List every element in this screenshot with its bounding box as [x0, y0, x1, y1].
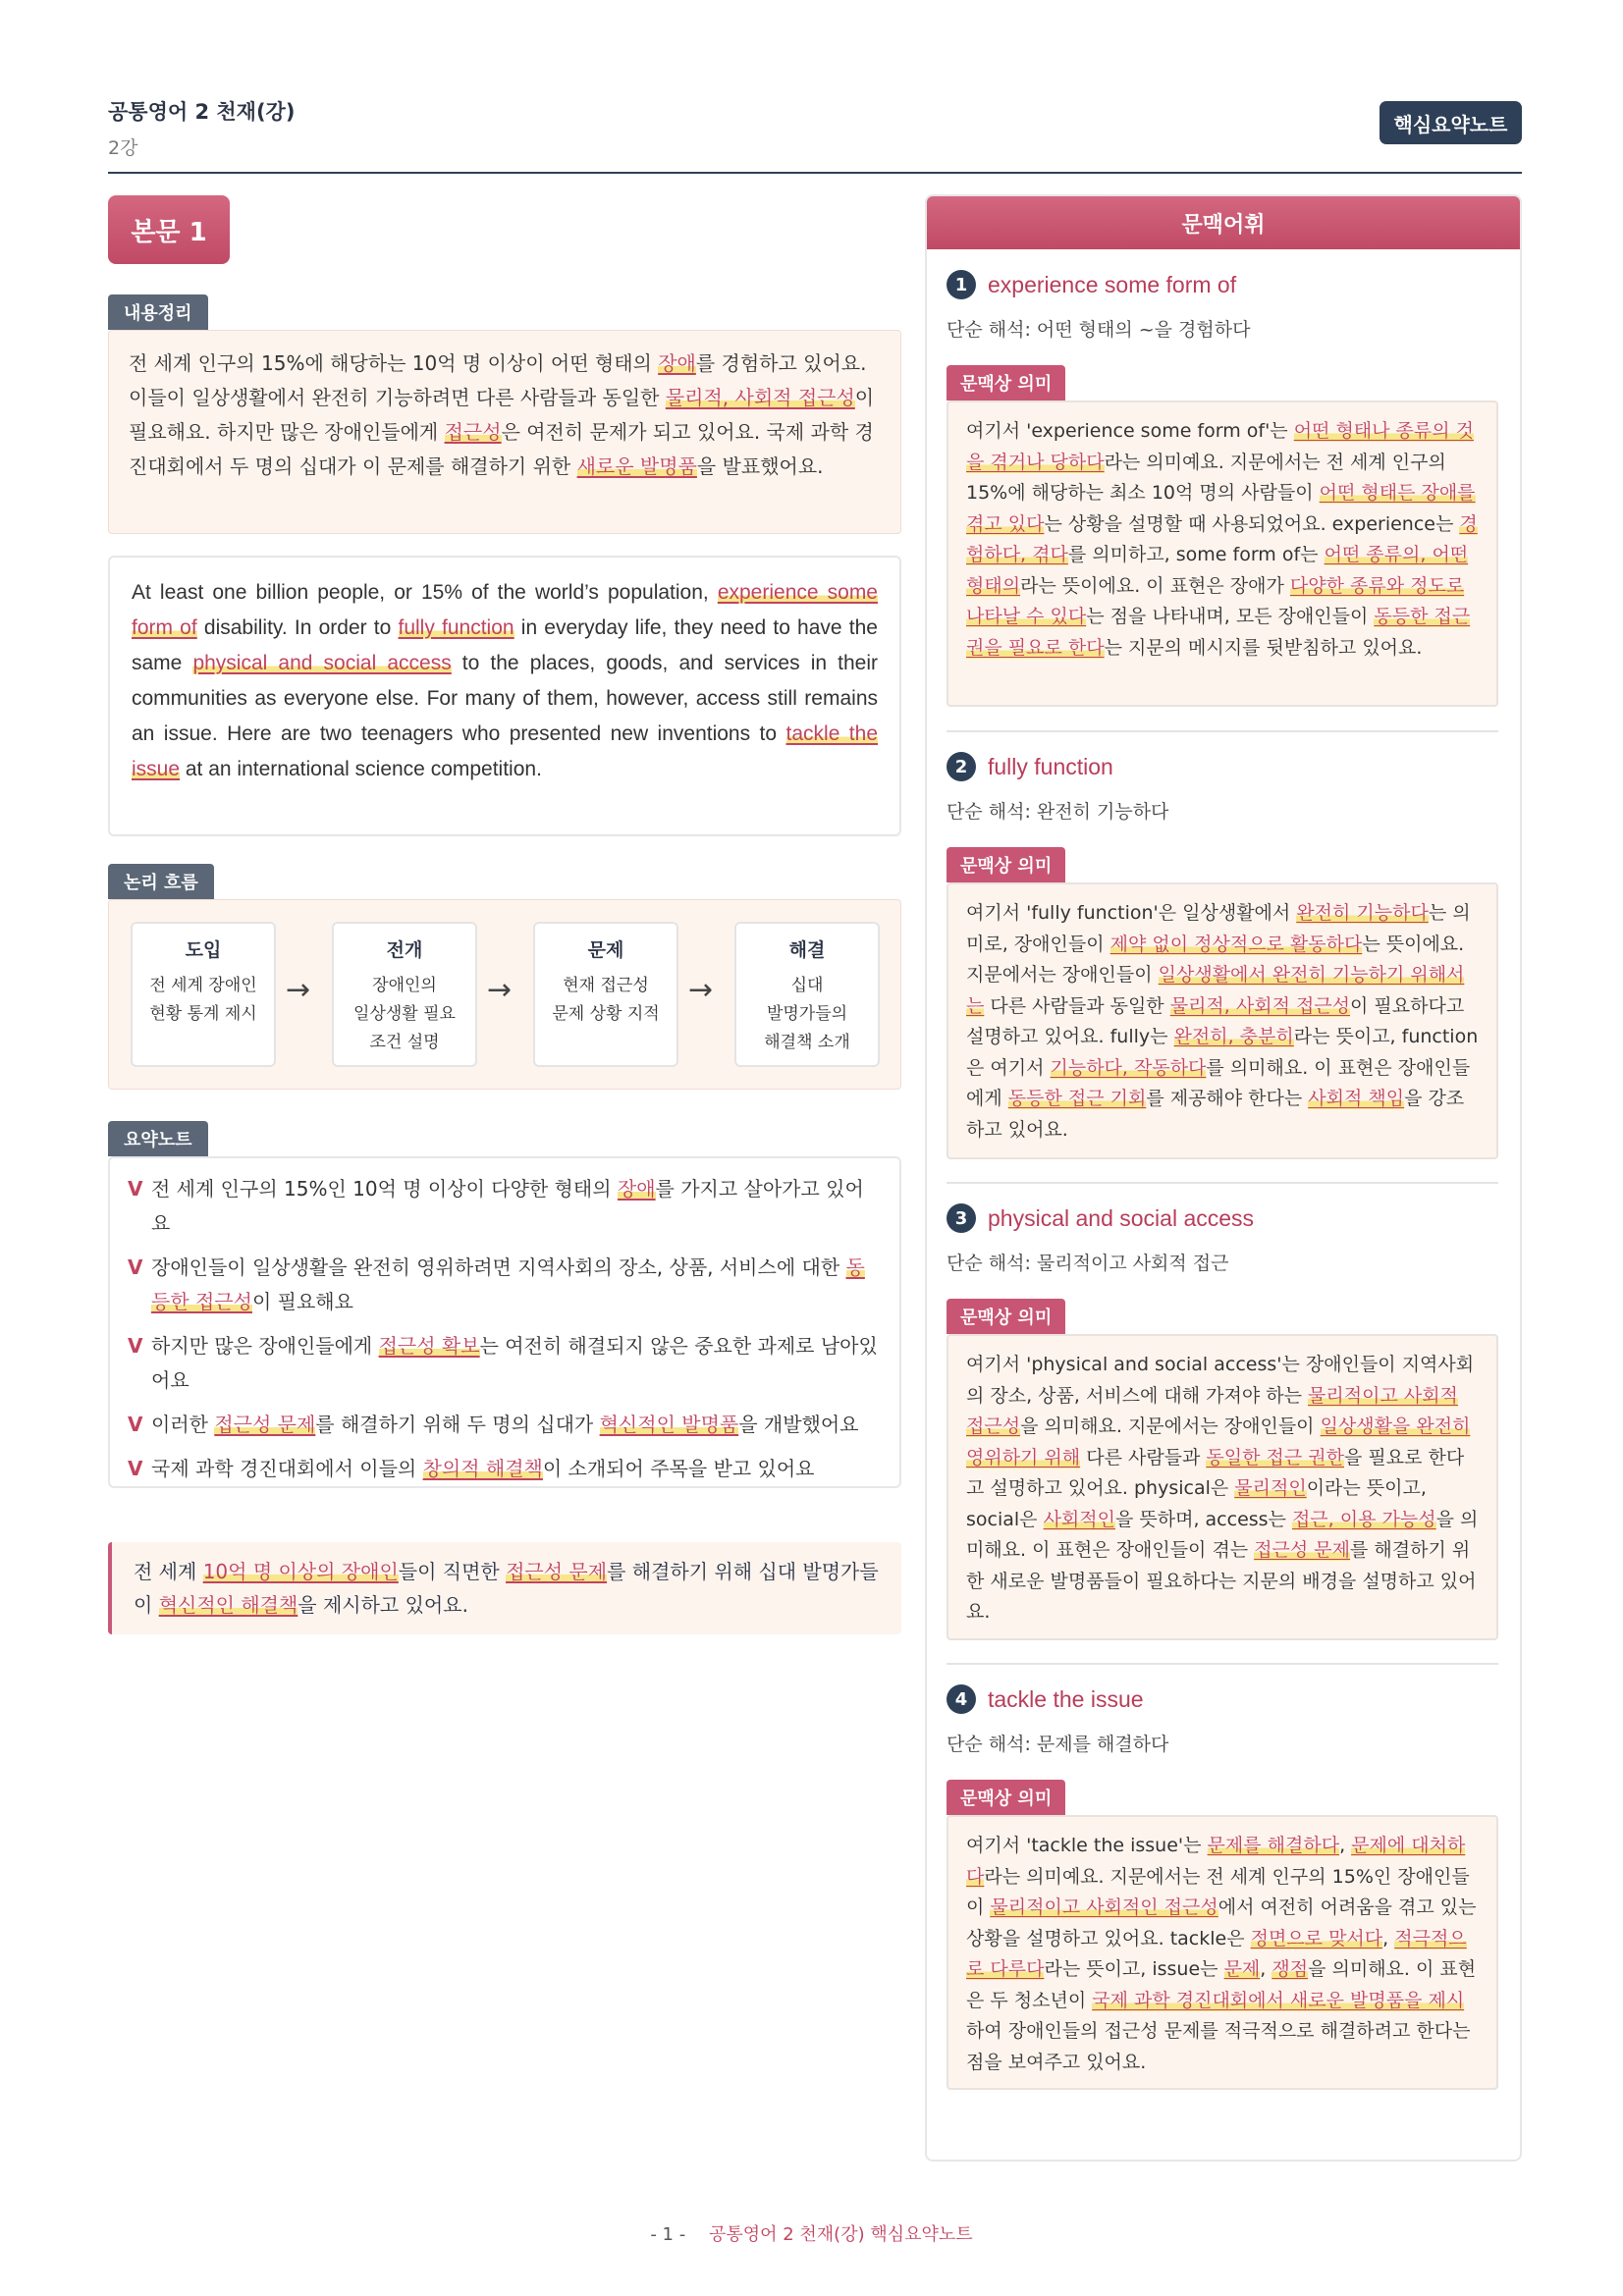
- list-item: [128, 1251, 882, 1319]
- highlight-term: 일상생활에서 완전히 기능하기 위해서는: [966, 964, 1465, 1017]
- highlight-term: 혁신적인 발명품: [599, 1413, 739, 1436]
- text-run: 여기서 'experience some form of'는: [966, 420, 1294, 442]
- check-icon: V: [128, 1255, 143, 1279]
- english-passage-box: [108, 556, 901, 836]
- flow-card-desc: 전 세계 장애인 현황 통계 제시: [149, 976, 257, 1024]
- highlight-term: 접근성 문제: [506, 1560, 608, 1583]
- check-icon: V: [128, 1334, 143, 1358]
- highlight-term: 장애: [658, 351, 696, 375]
- highlight-term: 접근성: [444, 420, 502, 444]
- flow-card-title: 전개: [386, 939, 423, 961]
- context-box: [947, 882, 1498, 1159]
- text-run: 을 필요로 한다고 설명하고 있어요. physical은: [966, 1446, 1465, 1499]
- text-run: 들이 직면한: [398, 1560, 507, 1583]
- text-run: 를 의미하고, some form of는: [1067, 544, 1325, 565]
- text-run: in everyday life, they need to have the same: [132, 616, 878, 674]
- text-run: 여기서 'tackle the issue'는: [966, 1835, 1208, 1856]
- note-text: [151, 1329, 882, 1398]
- note-text: [151, 1408, 859, 1442]
- notes-label: 요약노트: [108, 1121, 208, 1156]
- highlight-term: 사회적 책임: [1308, 1088, 1405, 1109]
- highlight-term: 제약 없이 정상적으로 활동하다: [1109, 933, 1363, 955]
- number-badge: 3: [947, 1203, 976, 1233]
- flow-card-title: 해결: [788, 939, 826, 961]
- text-run: 를 가지고 살아가고 있어요: [151, 1177, 864, 1235]
- highlight-term: 어떤 형태든 장애를 겪고 있다: [966, 482, 1476, 535]
- flow-card-title: 도입: [185, 939, 222, 961]
- highlight-term: 동등한 접근권을 필요로 한다: [966, 606, 1471, 659]
- text-run: 은 여전히 문제가 되고 있어요. 국제 과학 경진대회에서 두 명의 십대가 이 문제를 해결하기 위한: [129, 420, 874, 478]
- note-text: [151, 1172, 882, 1241]
- vocab-word: tackle the issue: [988, 1685, 1144, 1712]
- simple-meaning: 단순 해석: 어떤 형태의 ~을 경험하다: [947, 319, 1251, 341]
- highlight-term: 접근성 확보: [378, 1334, 480, 1358]
- text-run: 국제 과학 경진대회에서 이들의: [151, 1457, 423, 1480]
- text-run: 을 뜻하며, access는: [1115, 1508, 1292, 1530]
- context-label: 문맥상 의미: [947, 847, 1065, 882]
- text-run: 전 세계 인구의 15%에 해당하는 10억 명 이상이 어떤 형태의: [129, 351, 659, 375]
- highlight-term: 새로운 발명품: [576, 454, 697, 478]
- highlight-term: 혁신적인 해결책: [158, 1593, 298, 1617]
- text-run: 여기서 'fully function'은 일상생활에서: [966, 902, 1297, 924]
- text-run: 는 뜻이에요. 지문에서는 장애인들이: [966, 933, 1465, 986]
- highlight-term: physical and social access: [192, 652, 452, 674]
- highlight-term: 창의적 해결책: [422, 1457, 543, 1480]
- text-run: 을 발표했어요.: [696, 454, 824, 478]
- text-run: 는 상황을 설명할 때 사용되었어요. experience는: [1044, 512, 1460, 535]
- highlight-term: 국제 과학 경진대회에서 새로운 발명품을 제시: [1092, 1989, 1465, 2011]
- highlight-term: 물리적인: [1234, 1477, 1307, 1499]
- flow-card-problem: [533, 922, 678, 1067]
- vocab-panel-title: 문맥어휘: [927, 196, 1520, 249]
- text-run: 을 의미해요. 이 표현은 장애인들이 겪는: [966, 1508, 1479, 1561]
- highlight-term: 10억 명 이상의 장애인: [202, 1560, 399, 1583]
- number-badge: 4: [947, 1684, 976, 1714]
- highlight-term: 장애: [617, 1177, 656, 1201]
- text-run: 을 개발했어요: [738, 1413, 859, 1436]
- number-badge: 1: [947, 270, 976, 299]
- text-run: 이 소개되어 주목을 받고 있어요: [542, 1457, 815, 1480]
- highlight-term: 물리적이고 사회적 접근성: [966, 1384, 1458, 1437]
- highlight-term: 적극적으로 다루다: [966, 1927, 1467, 1980]
- list-item: [128, 1408, 882, 1442]
- highlight-term: 문제: [1223, 1958, 1261, 1980]
- flow-card-desc: 십대 발명가들의 해결책 소개: [764, 976, 850, 1052]
- text-run: 을 제시하고 있어요.: [298, 1593, 468, 1617]
- vocab-divider: [947, 1663, 1498, 1665]
- highlight-term: 완전히 기능하다: [1296, 902, 1429, 924]
- context-box: [947, 400, 1498, 707]
- lesson-number: 2강: [108, 137, 138, 159]
- text-run: 이라는 뜻이고, social은: [966, 1477, 1427, 1530]
- flow-card-intro: [131, 922, 276, 1067]
- text-run: 를 해결하기 위해 십대 발명가들이: [134, 1560, 879, 1617]
- simple-meaning: 단순 해석: 문제를 해결하다: [947, 1734, 1169, 1755]
- text-run: 이 필요해요. 하지만 많은 장애인들에게: [129, 386, 875, 444]
- simple-meaning: 단순 해석: 완전히 기능하다: [947, 801, 1169, 823]
- flow-card-title: 문제: [587, 939, 624, 961]
- text-run: 를 경험하고 있어요. 이들이 일상생활에서 완전히 기능하려면 다른 사람들과 동일한: [129, 351, 867, 409]
- vocab-item-title: [947, 1203, 1254, 1233]
- vocab-divider: [947, 730, 1498, 732]
- text-run: 이 필요하다고 설명하고 있어요. fully는: [966, 994, 1465, 1047]
- highlight-term: 사회적인: [1043, 1508, 1115, 1530]
- simple-meaning: 단순 해석: 물리적이고 사회적 접근: [947, 1253, 1229, 1274]
- text-run: ,: [1339, 1835, 1352, 1856]
- text-run: to the places, goods, and services in their communities as everyone else. For many of them, however, access still remains an issue. Here are two teenagers who presented new inventions to: [132, 652, 878, 745]
- context-label: 문맥상 의미: [947, 365, 1065, 400]
- list-item: [128, 1329, 882, 1398]
- arrow-right-icon: →: [688, 973, 714, 1007]
- text-run: At least one billion people, or 15% of the world’s population,: [132, 581, 718, 604]
- highlight-term: 물리적, 사회적 접근성: [665, 386, 855, 409]
- text-run: 라는 뜻이고, issue는: [1044, 1958, 1224, 1980]
- highlight-term: 다양한 종류와 정도로 나타날 수 있다: [966, 574, 1465, 627]
- vocab-item-title: [947, 752, 1113, 781]
- highlight-term: 문제를 해결하다: [1207, 1835, 1340, 1856]
- vocab-item-title: [947, 1684, 1144, 1714]
- highlight-term: 완전히, 충분히: [1173, 1026, 1294, 1047]
- header-divider: [108, 172, 1522, 174]
- flow-card-desc: 장애인의 일상생활 필요 조건 설명: [353, 976, 456, 1052]
- text-run: 장애인들이 일상생활을 완전히 영위하려면 지역사회의 장소, 상품, 서비스에 대한: [151, 1255, 846, 1279]
- vocab-word: fully function: [988, 753, 1113, 779]
- arrow-right-icon: →: [487, 973, 513, 1007]
- highlight-term: 어떤 형태나 종류의 것을 겪거나 당하다: [966, 420, 1475, 473]
- flow-card-desc: 현재 접근성 문제 상황 지적: [552, 976, 660, 1024]
- check-icon: V: [128, 1457, 143, 1480]
- text-run: 를 제공해야 한다는: [1146, 1088, 1309, 1109]
- logic-flow: [108, 899, 901, 1090]
- list-item: [128, 1452, 882, 1486]
- text-run: 를 의미해요. 이 표현은 장애인들에게: [966, 1056, 1471, 1109]
- text-run: 는 의미로, 장애인들이: [966, 902, 1471, 955]
- text-run: ,: [1382, 1927, 1395, 1949]
- text-run: 을 강조하고 있어요.: [966, 1088, 1465, 1141]
- highlight-term: 동등한 접근 기회: [1007, 1088, 1147, 1109]
- highlight-term: 문제에 대처하다: [966, 1835, 1466, 1888]
- text-run: 을 의미해요. 이 표현은 두 청소년이: [966, 1958, 1477, 2011]
- text-run: 라는 뜻이고, function은 여기서: [966, 1026, 1479, 1079]
- page-number: - 1 -: [650, 2224, 686, 2245]
- summary-label: 내용정리: [108, 294, 208, 330]
- note-text: [151, 1251, 882, 1319]
- document-title: 공통영어 2 천재(강): [108, 100, 296, 124]
- highlight-term: 물리적이고 사회적인 접근성: [990, 1896, 1218, 1918]
- text-run: disability. In order to: [196, 616, 399, 639]
- text-run: 라는 뜻이에요. 이 표현은 장애가: [1020, 574, 1290, 597]
- highlight-term: 동일한 접근 권한: [1206, 1446, 1344, 1468]
- flow-label: 논리 흐름: [108, 864, 214, 899]
- check-icon: V: [128, 1177, 143, 1201]
- conclusion-box: [108, 1542, 901, 1634]
- vocab-divider: [947, 1182, 1498, 1184]
- context-label: 문맥상 의미: [947, 1780, 1065, 1815]
- arrow-right-icon: →: [286, 973, 311, 1007]
- note-type-badge: 핵심요약노트: [1380, 101, 1522, 144]
- flow-card-development: [332, 922, 477, 1067]
- text-run: 이러한: [151, 1413, 215, 1436]
- text-run: 는 지문의 메시지를 뒷받침하고 있어요.: [1104, 636, 1423, 659]
- text-run: 을 의미해요. 지문에서는 장애인들이: [1020, 1415, 1321, 1437]
- text-run: 에서 여전히 어려움을 겪고 있는 상황을 설명하고 있어요. tackle은: [966, 1896, 1477, 1949]
- text-run: ,: [1260, 1958, 1272, 1980]
- text-run: 를 해결하기 위해 두 명의 십대가: [315, 1413, 600, 1436]
- text-run: 하지만 많은 장애인들에게: [151, 1334, 379, 1358]
- flow-card-solution: [734, 922, 880, 1067]
- summary-notes: [108, 1156, 901, 1488]
- check-icon: V: [128, 1413, 143, 1436]
- text-run: 는 여전히 해결되지 않은 중요한 과제로 남아있어요: [151, 1334, 878, 1392]
- text-run: 전 세계: [134, 1560, 203, 1583]
- english-passage: [110, 558, 899, 805]
- highlight-term: 경험하다, 겪다: [966, 512, 1478, 565]
- vocab-item-title: [947, 270, 1236, 299]
- highlight-term: 접근성 문제: [214, 1413, 316, 1436]
- text-run: 를 해결하기 위한 새로운 발명품들이 필요하다는 지문의 배경을 설명하고 있어요.: [966, 1539, 1477, 1623]
- text-run: at an international science competition.: [180, 758, 542, 780]
- highlight-term: experience some form of: [132, 581, 878, 639]
- highlight-term: fully function: [398, 616, 514, 639]
- highlight-term: tackle the issue: [132, 722, 879, 780]
- context-box: [947, 1815, 1498, 2090]
- highlight-term: 정면으로 맞서다: [1250, 1927, 1383, 1949]
- text-run: 는 점을 나타내며, 모든 장애인들이: [1086, 606, 1375, 627]
- vocab-word: experience some form of: [988, 271, 1237, 297]
- highlight-term: 기능하다, 작동하다: [1050, 1056, 1207, 1079]
- list-item: [128, 1172, 882, 1241]
- summary-paragraph: [109, 331, 900, 500]
- text-run: 전 세계 인구의 15%인 10억 명 이상이 다양한 형태의: [151, 1177, 618, 1201]
- text-run: 다른 사람들과 동일한: [984, 994, 1170, 1017]
- text-run: 이 필요해요: [251, 1290, 353, 1313]
- highlight-term: 물리적, 사회적 접근성: [1169, 994, 1351, 1017]
- highlight-term: 어떤 종류의, 어떤 형태의: [966, 544, 1469, 597]
- vocab-panel: [925, 194, 1522, 2162]
- note-text: [151, 1452, 814, 1486]
- highlight-term: 접근, 이용 가능성: [1291, 1508, 1436, 1530]
- highlight-term: 일상생활을 완전히 영위하기 위해: [966, 1415, 1471, 1468]
- text-run: 라는 의미예요. 지문에서는 전 세계 인구의 15%에 해당하는 최소 10억 명의 사람들이: [966, 451, 1446, 504]
- context-box: [947, 1334, 1498, 1640]
- context-label: 문맥상 의미: [947, 1299, 1065, 1334]
- number-badge: 2: [947, 752, 976, 781]
- text-run: 다른 사람들과: [1080, 1446, 1207, 1468]
- summary-box: [108, 330, 901, 534]
- section-badge: 본문 1: [108, 195, 230, 264]
- text-run: 여기서 'physical and social access'는 장애인들이 지역사회의 장소, 상품, 서비스에 대해 가져야 하는: [966, 1354, 1475, 1407]
- highlight-term: 접근성 문제: [1254, 1539, 1351, 1561]
- vocab-word: physical and social access: [988, 1204, 1255, 1231]
- highlight-term: 쟁점: [1271, 1958, 1309, 1980]
- footer-title: 공통영어 2 천재(강) 핵심요약노트: [708, 2224, 973, 2245]
- highlight-term: 동등한 접근성: [151, 1255, 865, 1313]
- text-run: 라는 의미예요. 지문에서는 전 세계 인구의 15%인 장애인들이: [966, 1865, 1470, 1918]
- text-run: 하여 장애인들의 접근성 문제를 적극적으로 해결하려고 한다는 점을 보여주고 있어요.: [966, 2020, 1471, 2073]
- page-footer: [0, 2220, 1623, 2246]
